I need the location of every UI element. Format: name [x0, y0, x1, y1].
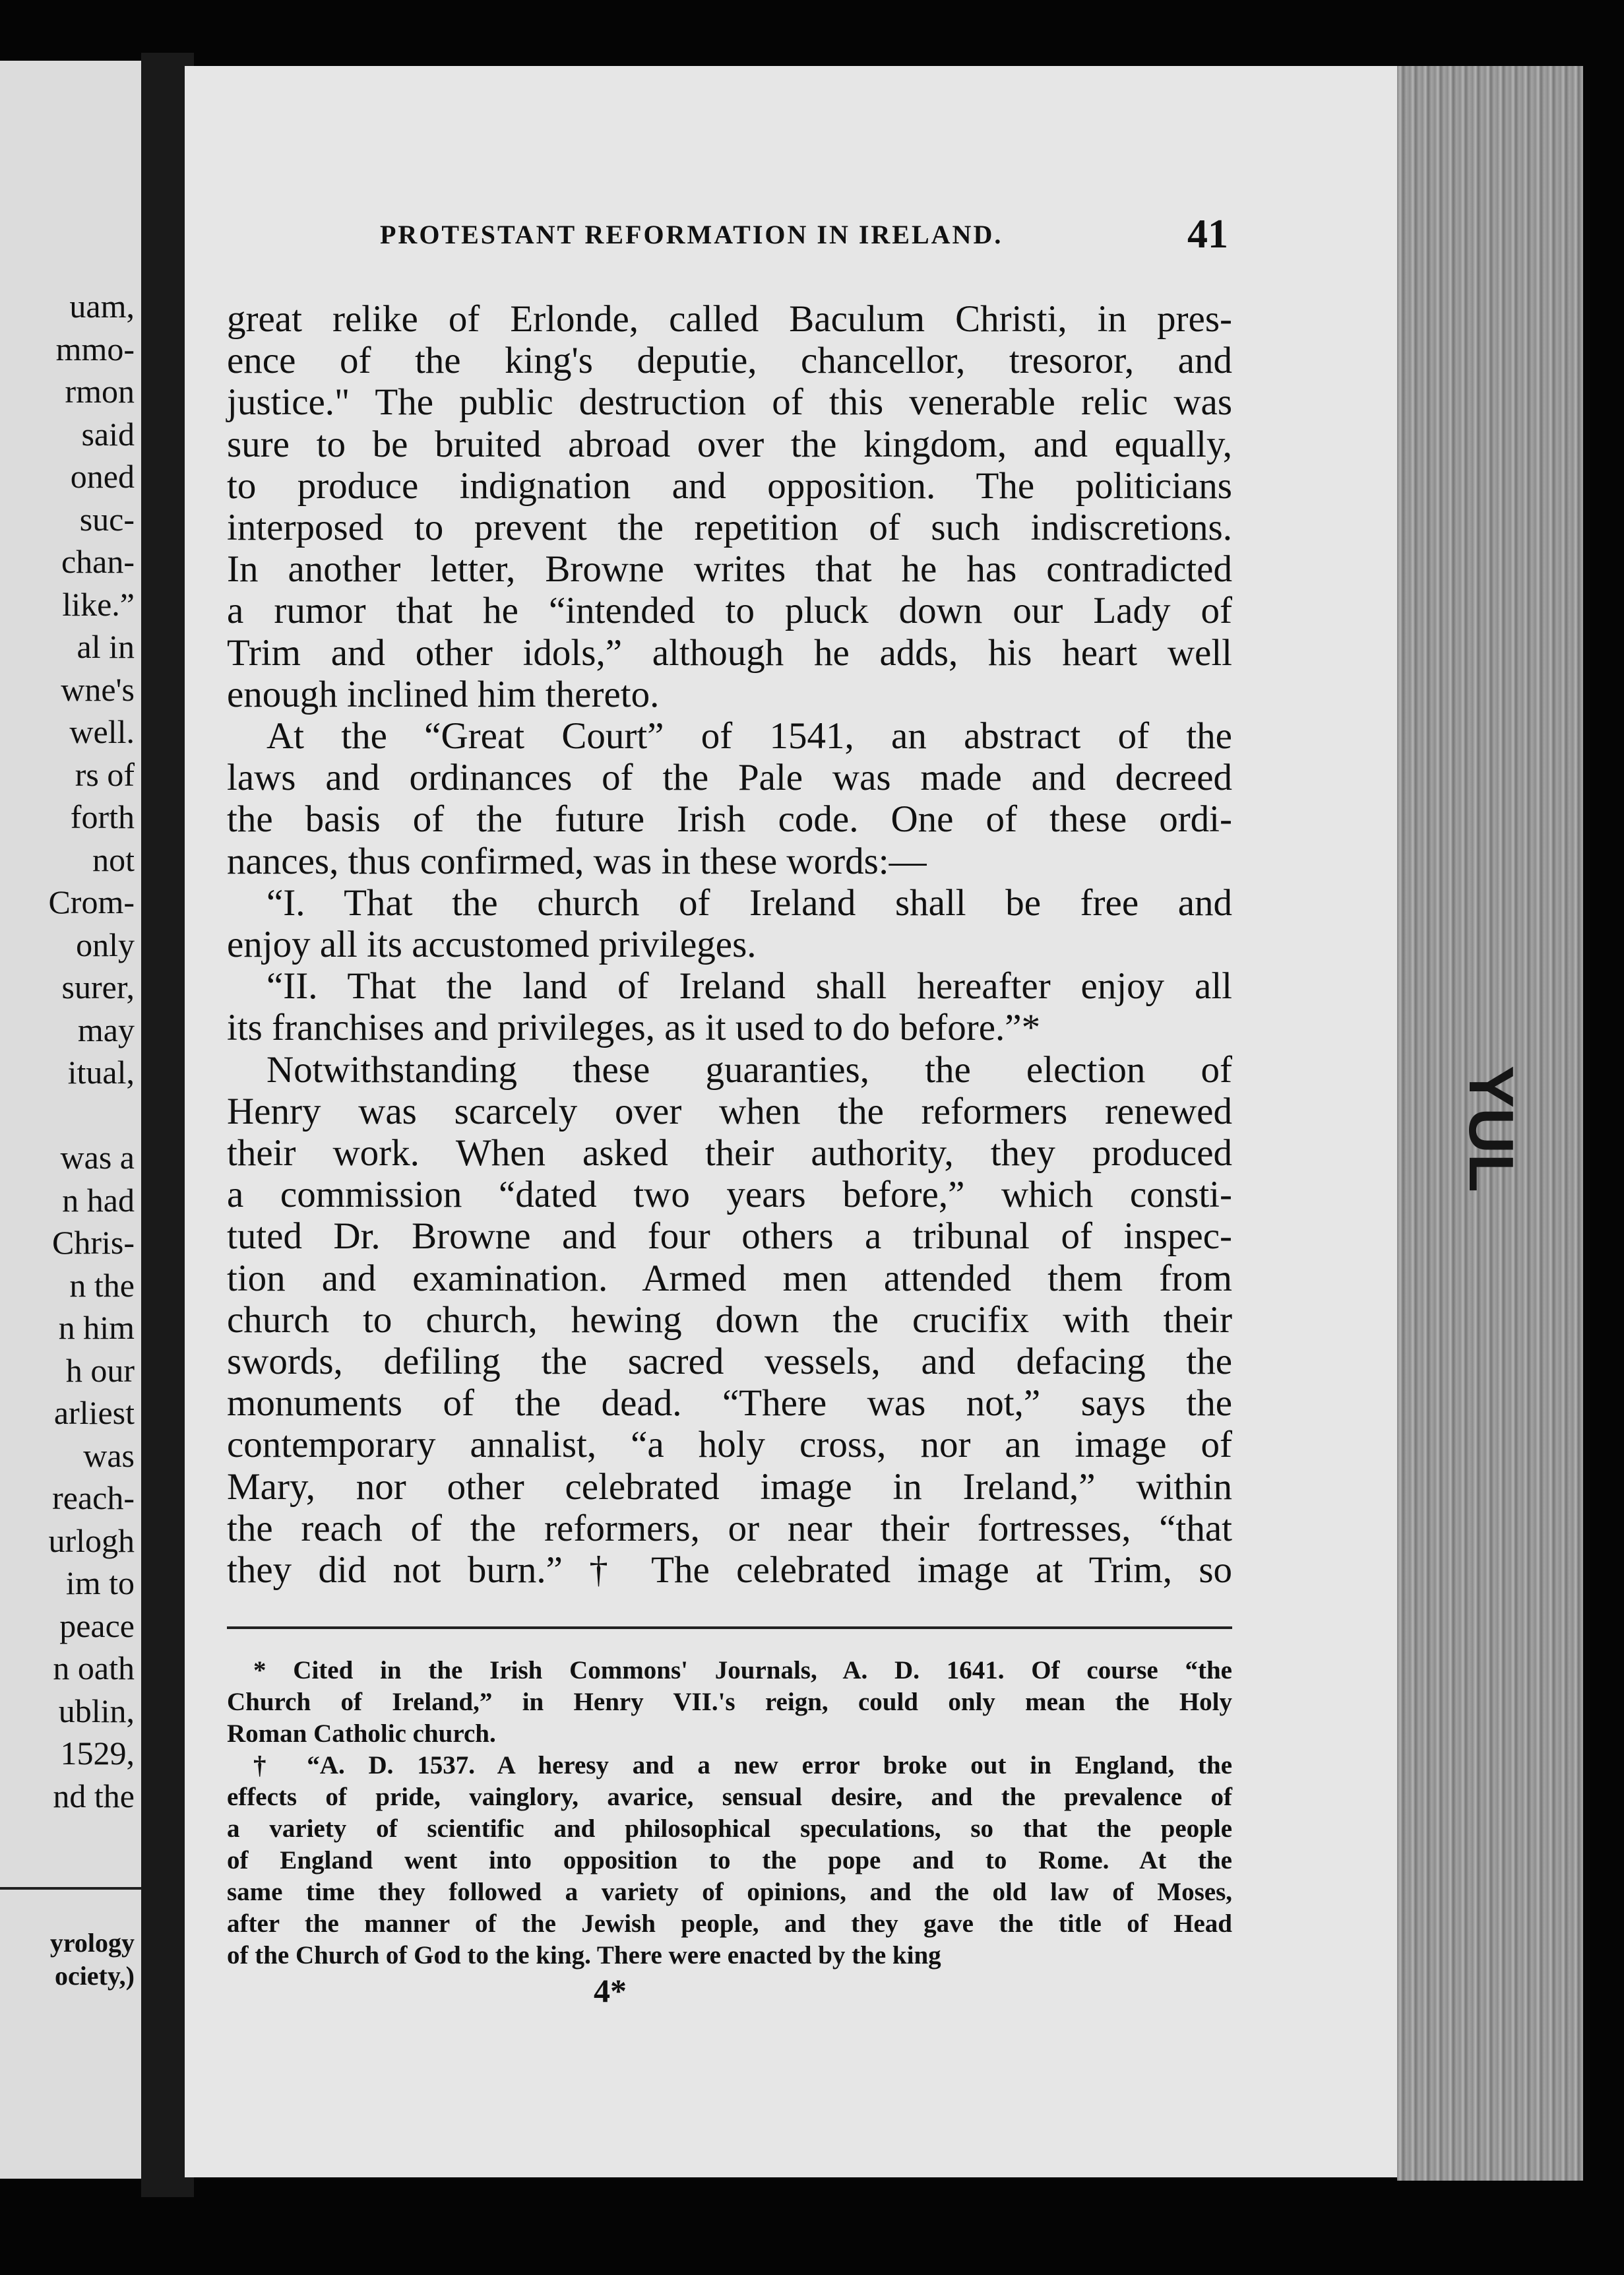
footnote-line: † “A. D. 1537. A heresy and a new error broke out in England, the: [253, 1751, 1232, 1779]
left-page-line: Crom-: [48, 883, 135, 920]
left-page-line: may: [77, 1011, 135, 1048]
left-footnote-rule: [0, 1887, 141, 1890]
left-page-line: peace: [59, 1607, 135, 1644]
left-page-line: h our: [65, 1351, 135, 1389]
left-page-line: suc-: [79, 500, 135, 538]
signature-mark: 4*: [594, 1972, 627, 2009]
body-line: great relike of Erlonde, called Baculum Christi, in pres-: [227, 298, 1232, 340]
left-page-line: not: [92, 841, 135, 878]
left-page-line: surer,: [61, 969, 135, 1006]
body-line: church to church, hewing down the crucifix with their: [227, 1298, 1232, 1341]
left-page-line: was: [83, 1436, 135, 1474]
left-page-line: al in: [77, 628, 135, 665]
footnote-line: a variety of scientific and philosophical speculations, so that the people: [227, 1814, 1232, 1843]
body-line: a rumor that he “intended to pluck down our Lady of: [227, 590, 1232, 632]
body-line: the reach of the reformers, or near their fortresses, “that: [227, 1507, 1232, 1549]
left-page-line: only: [76, 926, 135, 963]
body-line: contemporary annalist, “a holy cross, nor an image of: [227, 1424, 1232, 1466]
left-page-line: [0, 1094, 135, 1137]
body-line: enjoy all its accustomed privileges.: [227, 924, 757, 966]
left-page-line: n had: [62, 1181, 135, 1219]
left-page-line: im to: [65, 1564, 135, 1601]
body-line: they did not burn.” † The celebrated image at Trim, so: [227, 1549, 1232, 1591]
left-page-line: nd the: [53, 1777, 135, 1814]
body-line: “I. That the church of Ireland shall be free and: [266, 881, 1232, 924]
body-line: Trim and other idols,” although he adds, his heart well: [227, 631, 1232, 674]
left-page-line: Chris-: [52, 1224, 135, 1261]
left-page-line: chan-: [61, 543, 135, 580]
left-page-line: n him: [58, 1309, 135, 1346]
left-page-line: 1529,: [60, 1735, 135, 1772]
body-line: justice." The public destruction of this venerable relic was: [227, 381, 1232, 424]
left-page-line: reach-: [52, 1479, 135, 1516]
footnote-line: * Cited in the Irish Commons' Journals, A. D. 1641. Of course “the: [253, 1656, 1232, 1684]
body-line: “II. That the land of Ireland shall hereafter enjoy all: [266, 965, 1232, 1008]
left-page-line: oned: [70, 458, 135, 495]
left-page-line: forth: [70, 798, 135, 835]
left-facing-page: [0, 61, 141, 2179]
footnote-rule: [227, 1626, 1232, 1629]
body-line: tuted Dr. Browne and four others a tribunal of inspec-: [227, 1215, 1232, 1258]
body-line: laws and ordinances of the Pale was made and decreed: [227, 757, 1232, 799]
left-page-line: said: [81, 415, 135, 453]
footnotes: [227, 1655, 1232, 1971]
left-page-line: wne's: [61, 670, 135, 708]
body-line: their work. When asked their authority, they produced: [227, 1132, 1232, 1174]
left-page-line: ublin,: [58, 1692, 135, 1729]
body-text: [227, 298, 1232, 1591]
body-line: swords, defiling the sacred vessels, and defacing the: [227, 1341, 1232, 1383]
left-page-line: urlogh: [48, 1522, 135, 1559]
body-line: ence of the king's deputie, chancellor, tresoror, and: [227, 340, 1232, 382]
footnote-line: same time they followed a variety of opinions, and the old law of Moses,: [227, 1878, 1232, 1906]
left-page-line: well.: [69, 713, 135, 750]
left-page-text: [0, 285, 135, 1817]
footnote-line: of England went into opposition to the pope and to Rome. At the: [227, 1846, 1232, 1874]
left-page-line: rmon: [65, 373, 135, 410]
body-line: a commission “dated two years before,” which consti-: [227, 1174, 1232, 1216]
left-page-line: uam,: [69, 288, 135, 325]
body-line: interposed to prevent the repetition of such indiscretions.: [227, 507, 1232, 549]
left-page-line: arliest: [53, 1394, 135, 1431]
body-line: sure to be bruited abroad over the kingdom, and equally,: [227, 423, 1232, 465]
left-page-line: itual,: [67, 1054, 135, 1091]
body-line: tion and examination. Armed men attended them from: [227, 1257, 1232, 1299]
body-line: its franchises and privileges, as it used to do before.”*: [227, 1007, 1041, 1049]
running-header: PROTESTANT REFORMATION IN IRELAND.: [380, 220, 1003, 249]
left-footnote-line: ociety,): [54, 1961, 135, 1991]
left-page-line: mmo-: [55, 330, 135, 368]
body-line: In another letter, Browne writes that he has contradicted: [227, 548, 1232, 591]
footnote-line: Church of Ireland,” in Henry VII.'s reign, could only mean the Holy: [227, 1688, 1232, 1716]
body-line: monuments of the dead. “There was not,” says the: [227, 1382, 1232, 1425]
spine-label: YUL: [1456, 1066, 1526, 1192]
footnote-line: effects of pride, vainglory, avarice, sensual desire, and the prevalence of: [227, 1783, 1232, 1811]
left-page-line: rs of: [75, 755, 135, 793]
page-number: 41: [1187, 212, 1228, 257]
body-line: Henry was scarcely over when the reformers renewed: [227, 1090, 1232, 1132]
left-page-line: n oath: [53, 1650, 135, 1686]
body-line: to produce indignation and opposition. The politicians: [227, 465, 1232, 507]
left-page-line: n the: [69, 1266, 135, 1304]
left-page-footnote: [50, 1927, 135, 1993]
left-footnote-line: yrology: [49, 1928, 135, 1958]
left-page-line: was a: [60, 1139, 135, 1176]
body-line: At the “Great Court” of 1541, an abstract of the: [266, 715, 1232, 757]
body-line: Mary, nor other celebrated image in Ireland,” within: [227, 1465, 1232, 1508]
footnote-line: Roman Catholic church.: [227, 1719, 496, 1748]
left-page-line: like.”: [62, 585, 135, 623]
body-line: the basis of the future Irish code. One of these ordi-: [227, 798, 1232, 841]
body-line: nances, thus confirmed, was in these words:—: [227, 840, 927, 882]
body-line: enough inclined him thereto.: [227, 673, 660, 715]
footnote-line: after the manner of the Jewish people, and they gave the title of Head: [227, 1909, 1232, 1938]
body-line: Notwithstanding these guaranties, the election of: [266, 1048, 1232, 1091]
footnote-line: of the Church of God to the king. There were enacted by the king: [227, 1941, 941, 1970]
